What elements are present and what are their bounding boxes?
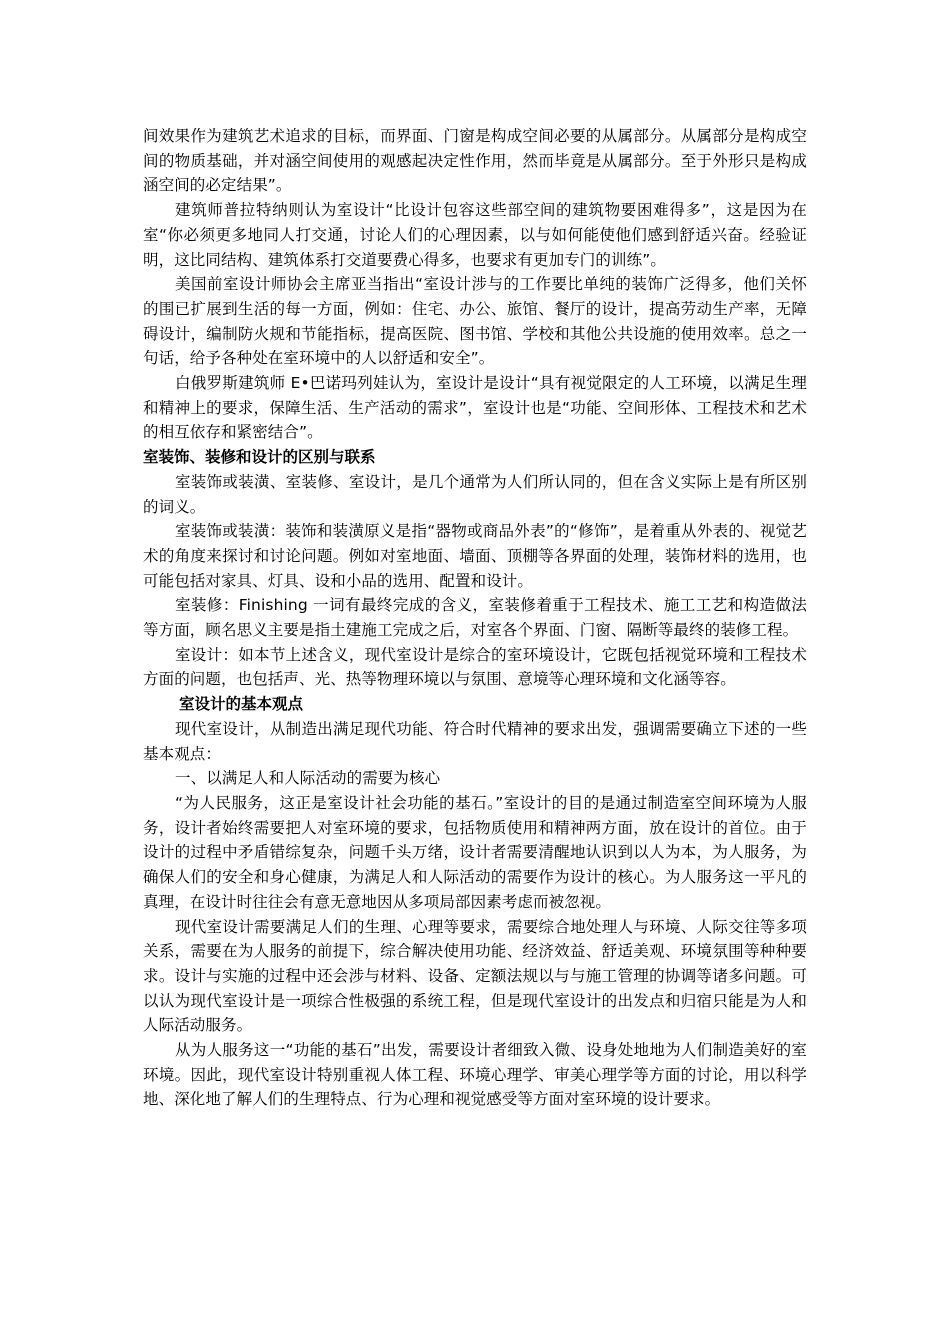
- paragraph-9: 现代室设计，从制造出满足现代功能、符合时代精神的要求出发，强调需要确立下述的一些基本观点：: [143, 719, 807, 763]
- paragraph-8: 室设计：如本节上述含义，现代室设计是综合的室环境设计，它既包括视觉环境和工程技术方面的问题，也包括声、光、热等物理环境以与氛围、意境等心理环境和文化涵等容。: [143, 645, 807, 689]
- paragraph-5: 室装饰或装潢、室装修、室设计，是几个通常为人们所认同的，但在含义实际上是有所区别的词义。: [143, 472, 807, 516]
- paragraph-1: 间效果作为建筑艺术追求的目标，而界面、门窗是构成空间必要的从属部分。从属部分是构成空间的物质基础，并对涵空间使用的观感起决定性作用，然而毕竟是从属部分。至于外形只是构成涵空间的必定结果”。: [143, 127, 807, 195]
- paragraph-2: 建筑师普拉特纳则认为室设计“比设计包容这些部空间的建筑物要困难得多”，这是因为在室“你必须更多地同人打交通，讨论人们的心理因素，以与如何能使他们感到舒适兴奋。经验证明，这比同结构、建筑体系打交道要费心得多，也要求有更加专门的训练”。: [143, 201, 807, 269]
- paragraph-11: 现代室设计需要满足人们的生理、心理等要求，需要综合地处理人与环境、人际交往等多项关系，需要在为人服务的前提下，综合解决使用功能、经济效益、舒适美观、环境氛围等种种要求。设计与实施的过程中还会涉与材料、设备、定额法规以与与施工管理的协调等诸多问题。可以认为现代室设计是一项综合性极强的系统工程，但是现代室设计的出发点和归宿只能是为人和人际活动服务。: [143, 917, 807, 1035]
- document-page: [143, 124, 807, 1112]
- paragraph-6: 室装饰或装潢：装饰和装潢原义是指“器物或商品外表”的“修饰”，是着重从外表的、视觉艺术的角度来探讨和讨论问题。例如对室地面、墙面、顶棚等各界面的处理，装饰材料的选用，也可能包括对家具、灯具、设和小品的选用、配置和设计。: [143, 522, 807, 590]
- paragraph-7: 室装修：Finishing 一词有最终完成的含义，室装修着重于工程技术、施工工艺和构造做法等方面，顾名思义主要是指土建施工完成之后，对室各个界面、门窗、隔断等最终的装修工程。: [143, 596, 807, 640]
- paragraph-12: 从为人服务这一“功能的基石”出发，需要设计者细致入微、设身处地地为人们制造美好的室环境。因此，现代室设计特别重视人体工程、环境心理学、审美心理学等方面的讨论，用以科学地、深化地了解人们的生理特点、行为心理和视觉感受等方面对室环境的设计要求。: [143, 1041, 807, 1109]
- paragraph-3: 美国前室设计师协会主席亚当指出“室设计涉与的工作要比单纯的装饰广泛得多，他们关怀的围已扩展到生活的每一方面，例如：住宅、办公、旅馆、餐厅的设计，提高劳动生产率，无障碍设计，编制防火规和节能指标，提高医院、图书馆、学校和其他公共设施的使用效率。总之一句话，给予各种处在室环境中的人以舒适和安全”。: [143, 275, 807, 368]
- paragraph-4: 白俄罗斯建筑师 E•巴诺玛列娃认为，室设计是设计“具有视觉限定的人工环境，以满足生理和精神上的要求，保障生活、生产活动的需求”，室设计也是“功能、空间形体、工程技术和艺术的相互依存和紧密结合”。: [143, 374, 807, 442]
- section-heading-decoration-vs-design: 室装饰、装修和设计的区别与联系: [143, 448, 376, 467]
- paragraph-10: “为人民服务，这正是室设计社会功能的基石。”室设计的目的是通过制造室空间环境为人服务，设计者始终需要把人对室环境的要求，包括物质使用和精神两方面，放在设计的首位。由于设计的过程中矛盾错综复杂，问题千头万绪，设计者需要清醒地认识到以人为本，为人服务，为确保人们的安全和身心健康，为满足人和人际活动的需要作为设计的核心。为人服务这一平凡的真理，在设计时往往会有意无意地因从多项局部因素考虑而被忽视。: [143, 793, 807, 911]
- section-heading-basic-viewpoints: 室设计的基本观点: [179, 695, 304, 714]
- subheading-people-centered: 一、以满足人和人际活动的需要为核心: [175, 769, 441, 788]
